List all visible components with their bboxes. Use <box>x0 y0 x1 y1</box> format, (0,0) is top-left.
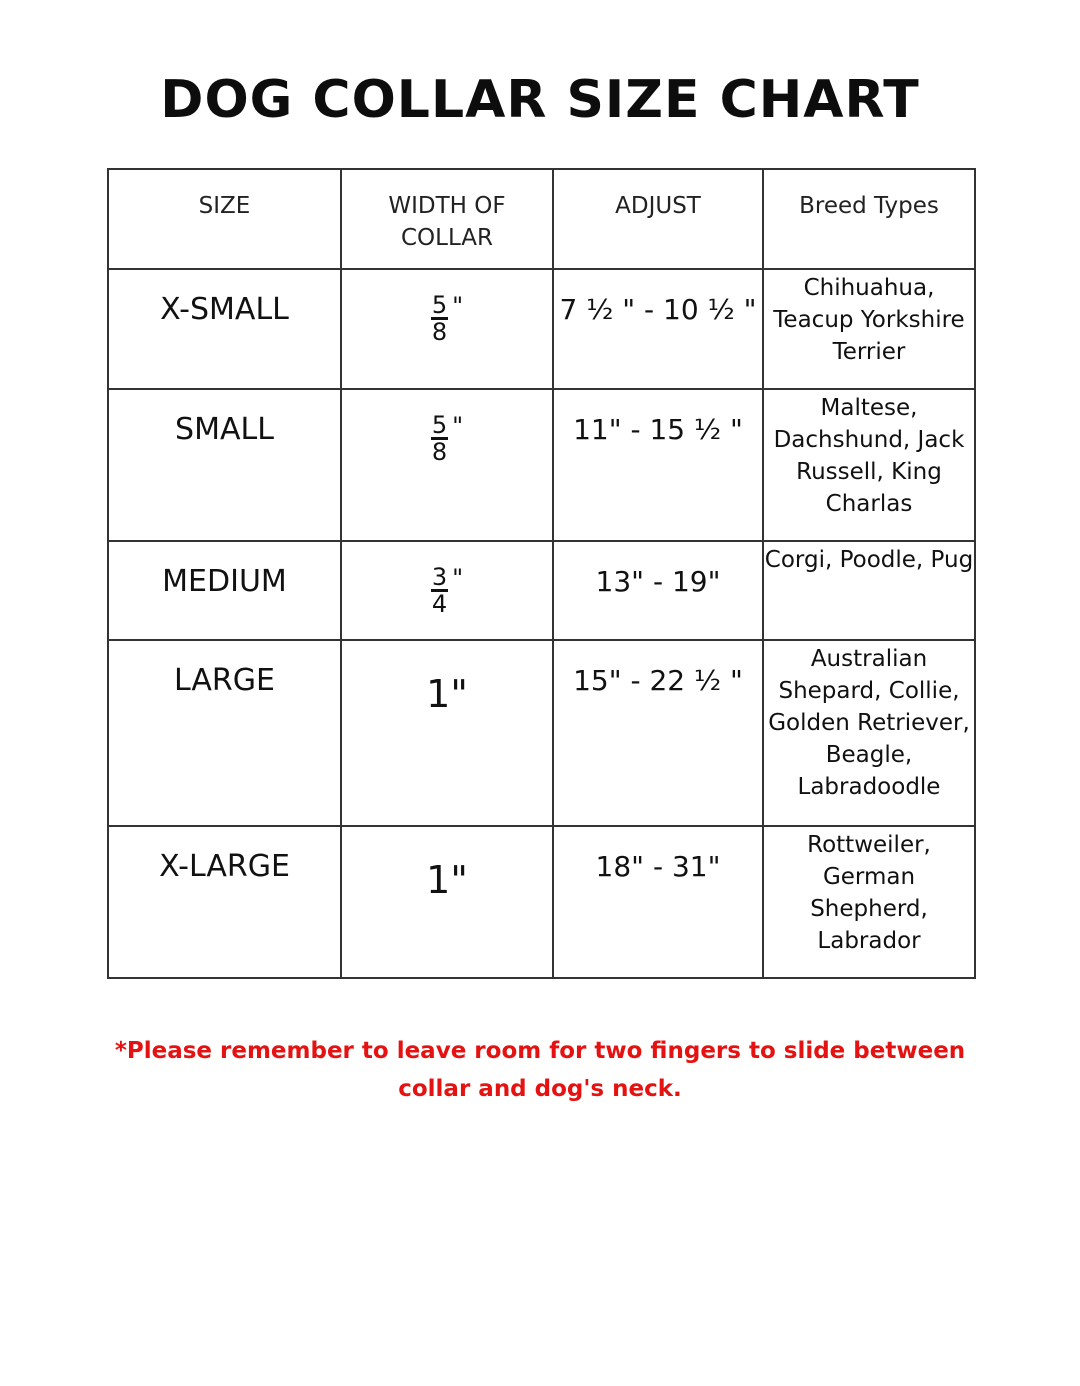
breed-line: Australian <box>810 646 928 672</box>
size-chart-table <box>107 168 976 979</box>
header-width-line1: WIDTH OF <box>388 193 506 219</box>
size-cell <box>108 826 341 978</box>
width-fraction <box>431 563 464 618</box>
size-label: SMALL <box>175 412 274 447</box>
header-adjust <box>553 169 763 269</box>
breed-cell <box>763 541 975 640</box>
inch-mark: " <box>452 292 464 320</box>
inch-mark: " <box>452 412 464 440</box>
width-fraction <box>431 411 464 466</box>
breed-line: Terrier <box>832 339 906 365</box>
fraction-denominator: 4 <box>431 590 448 618</box>
breed-line: Chihuahua, <box>803 275 935 301</box>
table-row <box>108 826 975 978</box>
width-cell <box>341 640 553 826</box>
page-title: DOG COLLAR SIZE CHART <box>160 70 920 130</box>
adjust-cell <box>553 640 763 826</box>
width-cell <box>341 826 553 978</box>
fraction-stack <box>431 411 448 466</box>
breed-line: Teacup Yorkshire <box>773 307 965 333</box>
table-row <box>108 389 975 541</box>
adjust-range: 7 ½ " - 10 ½ " <box>559 293 757 326</box>
fraction-numerator: 3 <box>431 563 448 591</box>
breed-line: Rottweiler, <box>807 832 931 858</box>
breed-line: Corgi, Poodle, Pug <box>764 547 974 573</box>
fraction-stack <box>431 291 448 346</box>
adjust-cell <box>553 826 763 978</box>
fraction-stack <box>431 563 448 618</box>
fraction-denominator: 8 <box>431 318 448 346</box>
breed-line: Dachshund, Jack <box>773 427 965 453</box>
adjust-range: 13" - 19" <box>595 565 721 598</box>
header-breed <box>763 169 975 269</box>
table-row <box>108 541 975 640</box>
breed-cell <box>763 826 975 978</box>
width-fraction <box>431 291 464 346</box>
adjust-cell <box>553 269 763 389</box>
fraction-numerator: 5 <box>431 411 448 439</box>
breed-line: Russell, King <box>796 459 942 485</box>
fraction-numerator: 5 <box>431 291 448 319</box>
width-cell <box>341 269 553 389</box>
size-cell <box>108 640 341 826</box>
header-width-line2: COLLAR <box>400 225 494 251</box>
size-label: LARGE <box>174 663 275 698</box>
breed-line: Shepherd, <box>810 896 928 922</box>
header-breed-label: Breed Types <box>799 193 939 219</box>
width-value: 1" <box>426 672 468 716</box>
fraction-denominator: 8 <box>431 438 448 466</box>
breed-line: German <box>822 864 916 890</box>
breed-cell <box>763 389 975 541</box>
size-label: MEDIUM <box>162 564 287 599</box>
size-label: X-SMALL <box>160 292 289 327</box>
size-cell <box>108 541 341 640</box>
size-cell <box>108 269 341 389</box>
breed-line: Shepard, Collie, <box>778 678 960 704</box>
table-row <box>108 269 975 389</box>
breed-line: Labradoodle <box>797 774 941 800</box>
size-label: X-LARGE <box>159 849 290 884</box>
fit-note <box>0 1032 1080 1108</box>
width-value: 1" <box>426 858 468 902</box>
adjust-range: 18" - 31" <box>595 850 721 883</box>
breed-cell <box>763 269 975 389</box>
header-row <box>108 169 975 269</box>
breed-line: Labrador <box>817 928 921 954</box>
adjust-range: 11" - 15 ½ " <box>573 413 743 446</box>
header-width <box>341 169 553 269</box>
header-size <box>108 169 341 269</box>
breed-line: Charlas <box>825 491 913 517</box>
fit-note-line2: collar and dog's neck. <box>398 1076 682 1102</box>
breed-line: Beagle, <box>825 742 913 768</box>
fit-note-line1: *Please remember to leave room for two fingers to slide between <box>114 1038 966 1064</box>
header-size-label: SIZE <box>198 193 251 219</box>
width-cell <box>341 541 553 640</box>
adjust-cell <box>553 389 763 541</box>
adjust-cell <box>553 541 763 640</box>
breed-line: Golden Retriever, <box>768 710 970 736</box>
header-adjust-label: ADJUST <box>615 193 701 219</box>
size-cell <box>108 389 341 541</box>
inch-mark: " <box>452 564 464 592</box>
breed-cell <box>763 640 975 826</box>
table-row <box>108 640 975 826</box>
adjust-range: 15" - 22 ½ " <box>573 664 743 697</box>
breed-line: Maltese, <box>820 395 918 421</box>
width-cell <box>341 389 553 541</box>
